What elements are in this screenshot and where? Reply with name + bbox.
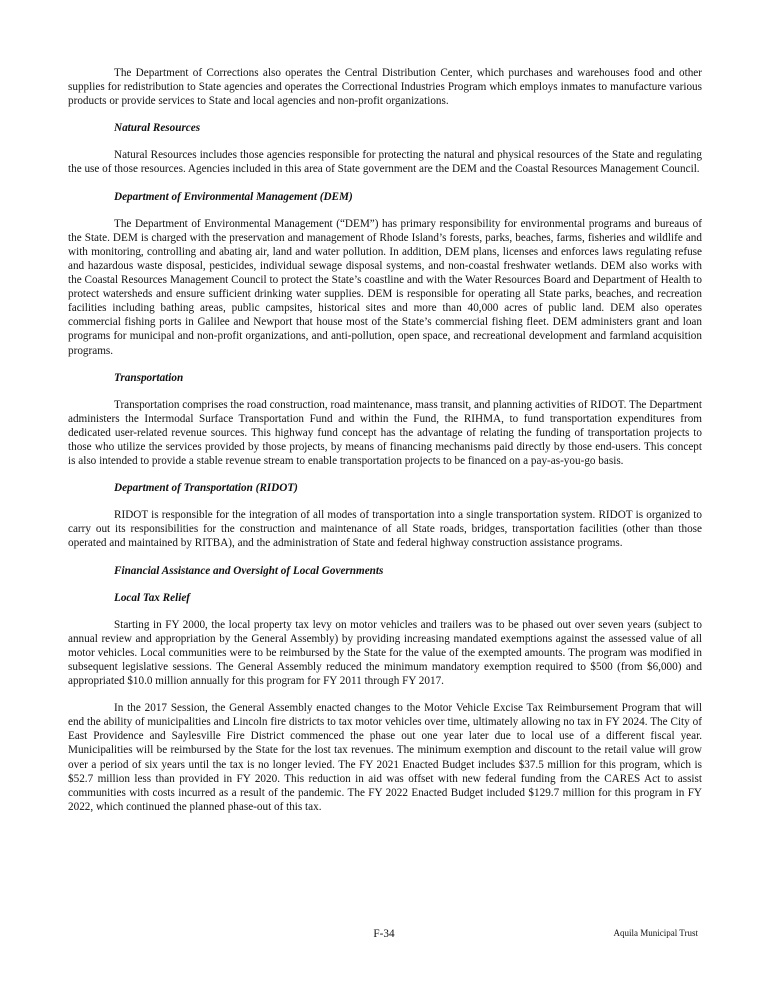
page-number: F-34: [373, 928, 395, 940]
paragraph-dem: The Department of Environmental Management (“DEM”) has primary responsibility for environmental programs and bureaus of the State. DEM is charged with the preservation and management of Rhode Island’s forests, parks, beaches, farms, fisheries and wildlife and with monitoring, controlling and abating air, land and water pollution. In addition, DEM plans, licenses and enforces laws regulating refuse and hazardous waste disposal, pesticides, individual sewage disposal systems, and non-coastal freshwater wetlands. DEM also works with the Coastal Resources Management Council to protect the State’s coastline and with the Water Resources Board and Department of Health to protect watersheds and ensure sufficient drinking water supplies. DEM is responsible for operating all State parks, beaches, and recreation facilities including bathing areas, public campsites, historical sites and more than 40,000 acres of public land. DEM also operates commercial fishing ports in Galilee and Newport that house most of the State’s commercial fishing fleet. DEM administers grant and loan programs for municipal and non-profit organizations, and anti-pollution, open space, and recreational development and farmland acquisition programs.: [68, 217, 702, 357]
heading-local-tax-relief: Local Tax Relief: [114, 591, 191, 604]
heading-natural-resources: Natural Resources: [114, 122, 201, 135]
paragraph-ridot: RIDOT is responsible for the integration of all modes of transportation into a single transportation system. RIDOT is organized to carry out its responsibilities for the construction and maintenance of all State roads, bridges, transportation facilities (other than those operated and maintained by RITBA), and the administration of State and federal highway construction assistance programs.: [68, 509, 702, 550]
paragraph-natural-resources: Natural Resources includes those agencies responsible for protecting the natural and physical resources of the State and regulating the use of those resources. Agencies included in this area of State government are the DEM and the Coastal Resources Management Council.: [68, 149, 702, 176]
document-body: [68, 66, 702, 814]
paragraph-local-tax-relief-2: In the 2017 Session, the General Assembly enacted changes to the Motor Vehicle Excise Tax Reimbursement Program that will end the ability of municipalities and Lincoln fire districts to tax motor vehicles over time, ultimately allowing no tax in FY 2024. The City of East Providence and Saylesville Fire District commenced the phase out one year later due to local use of a different fiscal year. Municipalities will be reimbursed by the State for the lost tax revenues. The minimum exemption and discount to the retail value will grow over a period of six years until the tax is no longer levied. The FY 2021 Enacted Budget includes $37.5 million for this program, which is $52.7 million less than provided in FY 2020. This reduction in aid was offset with new federal funding from the CARES Act to assist communities with costs incurred as a result of the pandemic. The FY 2022 Enacted Budget included $129.7 million for this program in FY 2022, which continued the planned phase-out of this tax.: [68, 702, 702, 813]
publisher-name: Aquila Municipal Trust: [613, 928, 698, 938]
paragraph-local-tax-relief-1: Starting in FY 2000, the local property tax levy on motor vehicles and trailers was to be phased out over seven years (subject to annual review and appropriation by the General Assembly) by providing increasing mandated exemptions against the assessed value of all motor vehicles. Local communities were to be reimbursed by the State for the value of the exempted amounts. The program was modified in subsequent legislative sessions. The General Assembly reduced the minimum mandatory exemption required to $500 (from $6,000) and appropriated $10.0 million annually for this program for FY 2011 through FY 2017.: [68, 618, 702, 688]
heading-financial-assistance: Financial Assistance and Oversight of Local Governments: [114, 564, 384, 577]
heading-dem: Department of Environmental Management (DEM): [114, 190, 353, 203]
heading-transportation: Transportation: [114, 371, 184, 384]
heading-ridot: Department of Transportation (RIDOT): [114, 482, 298, 495]
paragraph-transportation: Transportation comprises the road construction, road maintenance, mass transit, and planning activities of RIDOT. The Department administers the Intermodal Surface Transportation Fund and within the Fund, the RIHMA, to fund transportation expenditures from dedicated user-related revenue sources. This highway fund concept has the advantage of relating the funding of transportation projects to those who utilize the services provided by those projects, by means of financing mechanisms paid directly by those end-users. This concept is also intended to provide a stable revenue stream to enable transportation projects to be financed on a pay-as-you-go basis.: [68, 398, 702, 468]
paragraph-corrections: The Department of Corrections also operates the Central Distribution Center, which purchases and warehouses food and other supplies for redistribution to State agencies and operates the Correctional Industries Program which employs inmates to manufacture various products or provide services to State and local agencies and non-profit organizations.: [68, 67, 702, 108]
